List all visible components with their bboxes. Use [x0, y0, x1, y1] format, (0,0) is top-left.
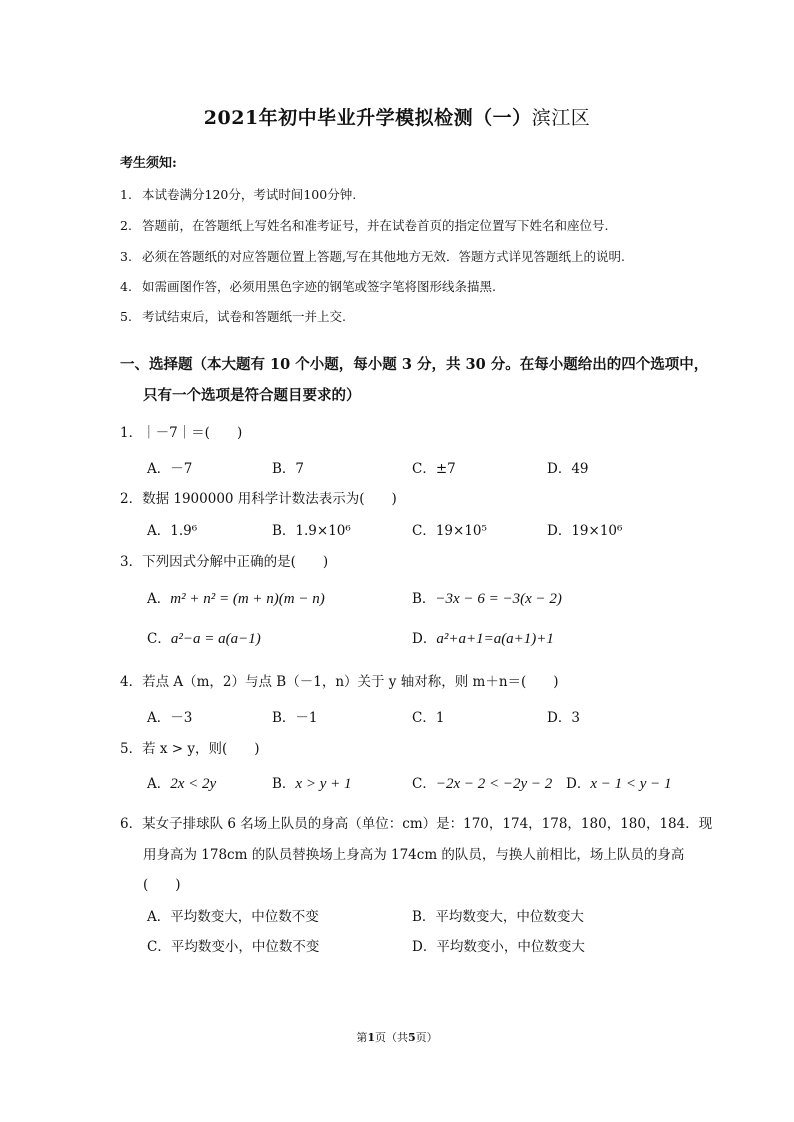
- question-2-stem: 2．数据 1900000 用科学计数法表示为( ): [120, 491, 397, 507]
- q4-option-b: B．－1: [272, 710, 318, 726]
- q3-option-b: B．−3x − 6 = −3(x − 2): [412, 591, 562, 607]
- question-4-stem: 4．若点 A（m，2）与点 B（－1，n）关于 y 轴对称，则 m＋n＝( ): [120, 674, 559, 690]
- q4-option-c: C．1: [412, 710, 445, 726]
- q3-option-c: C．a²−a = a(a−1): [147, 631, 261, 647]
- q6-option-c: C．平均数变小，中位数不变: [147, 939, 320, 955]
- notice-item: 1. 本试卷满分120分，考试时间100分钟.: [120, 187, 357, 202]
- q6-option-b: B．平均数变大，中位数变大: [412, 909, 584, 925]
- q4-option-d: D．3: [547, 710, 580, 726]
- q3-option-d: D．a²+a+1=a(a+1)+1: [412, 631, 554, 647]
- notice-item: 2. 答题前，在答题纸上写姓名和准考证号，并在试卷首页的指定位置写下姓名和座位号.: [120, 218, 609, 233]
- q2-option-d: D．19×10⁶: [547, 523, 623, 539]
- section-heading-cont: 只有一个选项是符合题目要求的）: [143, 387, 361, 404]
- q1-option-a: A．－7: [147, 461, 193, 477]
- question-6-blank: ( ): [143, 877, 181, 893]
- question-1-stem: 1．｜－7｜＝( ): [120, 425, 243, 441]
- q1-option-d: D．49: [547, 461, 589, 477]
- q2-option-c: C．19×10⁵: [412, 523, 487, 539]
- question-6-stem: 6．某女子排球队 6 名场上队员的身高（单位：cm）是：170，174，178，180，180，184．现: [120, 816, 713, 832]
- section-heading: 一、选择题（本大题有 10 个小题，每小题 3 分，共 30 分。在每小题给出的四个选项中，: [120, 356, 709, 373]
- q6-option-a: A．平均数变大，中位数不变: [147, 909, 319, 925]
- q3-option-a: A．m² + n² = (m + n)(m − n): [147, 591, 325, 607]
- page-total: 5: [408, 1031, 416, 1044]
- q5-option-d: D．x − 1 < y − 1: [566, 776, 672, 792]
- q5-option-b: B．x > y + 1: [272, 776, 352, 792]
- question-5-stem: 5．若 x > y，则( ): [120, 741, 260, 757]
- title-main: 2021年初中毕业升学模拟检测（一）: [203, 107, 532, 129]
- page-footer: 第1页（共5页）: [356, 1031, 438, 1044]
- q1-option-c: C．±7: [412, 461, 456, 477]
- q2-option-a: A．1.9⁶: [147, 523, 198, 539]
- notice-item: 5. 考试结束后，试卷和答题纸一并上交.: [120, 309, 346, 324]
- q1-option-b: B．7: [272, 461, 305, 477]
- q5-option-a: A．2x < 2y: [147, 776, 217, 792]
- title-region: 滨江区: [531, 107, 591, 129]
- q4-option-a: A．－3: [147, 710, 193, 726]
- page-number: 1: [367, 1031, 375, 1044]
- notice-heading: 考生须知:: [120, 156, 177, 171]
- notice-item: 3. 必须在答题纸的对应答题位置上答题,写在其他地方无效．答题方式详见答题纸上的说明.: [120, 249, 625, 264]
- notice-item: 4. 如需画图作答，必须用黑色字迹的钢笔或签字笔将图形线条描黑.: [120, 279, 496, 294]
- question-6-stem-cont: 用身高为 178cm 的队员替换场上身高为 174cm 的队员，与换人前相比，场上队员的身高: [143, 847, 685, 863]
- q2-option-b: B．1.9×10⁶: [272, 523, 351, 539]
- q5-option-c: C．−2x − 2 < −2y − 2: [412, 776, 553, 792]
- q6-option-d: D．平均数变小，中位数变大: [412, 939, 585, 955]
- question-3-stem: 3．下列因式分解中正确的是( ): [120, 554, 329, 570]
- exam-title: [0, 103, 794, 130]
